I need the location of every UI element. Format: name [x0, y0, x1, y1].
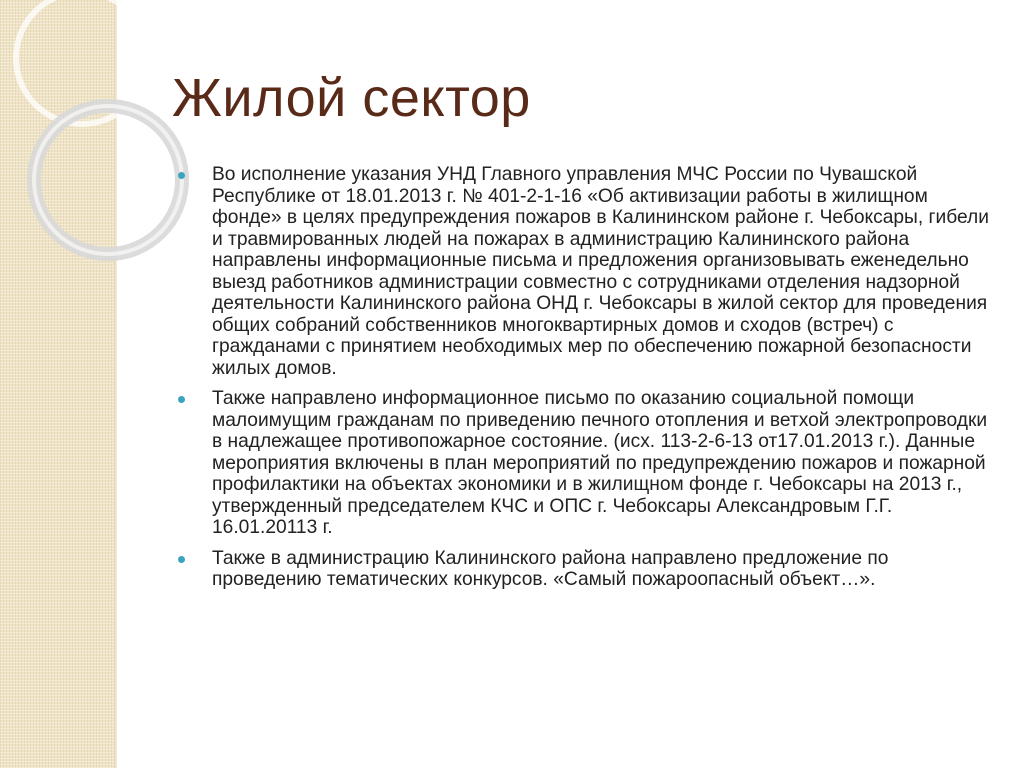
- bullet-dot-icon: [178, 396, 185, 403]
- bullet-item: [178, 548, 998, 591]
- bullet-text: Также в администрацию Калининского района направлено предложение по проведению тематических конкурсов. «Самый пожароопасный объект…».: [212, 547, 889, 590]
- bullet-list: [178, 164, 998, 600]
- bullet-dot-icon: [178, 556, 185, 563]
- slide-title: Жилой сектор: [172, 68, 531, 128]
- bullet-item: [178, 388, 998, 539]
- decorative-rings: [0, 0, 200, 300]
- bullet-text: Также направлено информационное письмо по оказанию социальной помощи малоимущим гражданам по приведению печного отопления и ветхой электропроводки в надлежащее противопожарное состояние. (исх. 113-2-6-13 от17.01.2013 г.). Данные мероприятия включены в план мероприятий по предупреждению пожаров и пожарной профилактики на объектах экономики и в жилищном фонде г. Чебоксары на 2013 г., утвержденный председателем КЧС и ОПС г. Чебоксары Александровым Г.Г. 16.01.20113 г.: [212, 388, 988, 538]
- decorative-ring-lower-highlight: [34, 106, 182, 254]
- bullet-text: Во исполнение указания УНД Главного управления МЧС России по Чувашской Республике от 18.01.2013 г. № 401-2-1-16 «Об активизации работы в жилищном фонде» в целях предупреждения пожаров в Калининском районе г. Чебоксары, гибели и травмированных людей на пожарах в администрацию Калининского района направлены информационные письма и предложения организовывать еженедельно выезд работников администрации совместно с сотрудниками отделения надзорной деятельности Калининского района ОНД г. Чебоксары в жилой сектор для проведения общих собраний собственников многоквартирных домов и сходов (встреч) с гражданами с принятием необходимых мер по обеспечению пожарной безопасности жилых домов.: [212, 164, 989, 379]
- bullet-item: [178, 164, 998, 379]
- bullet-dot-icon: [178, 172, 185, 179]
